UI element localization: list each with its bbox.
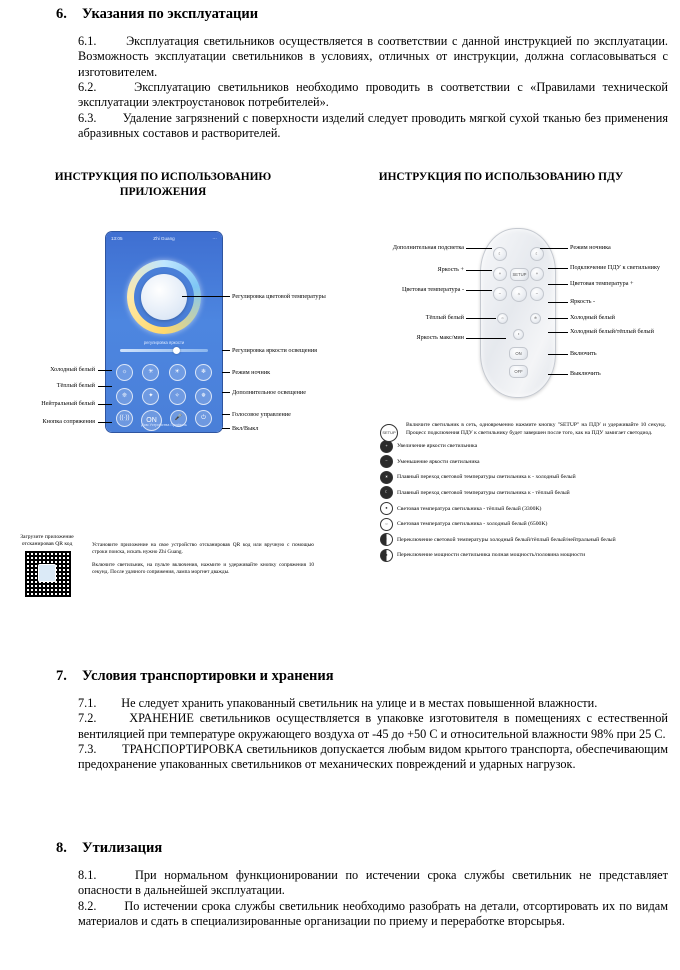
legend-item-label: Увеличение яркости светильника bbox=[397, 443, 478, 450]
warm-white-icon: ● bbox=[380, 502, 393, 515]
app-label-extra-light: Дополнительное освещение bbox=[232, 389, 306, 396]
power-switch-icon: ◑ bbox=[380, 549, 393, 562]
rc-label-extra-light: Дополнительная подсветка bbox=[392, 244, 464, 251]
phone-status-menu-icon: ⋯ bbox=[212, 236, 217, 241]
qr-code-center-logo bbox=[38, 564, 56, 582]
rc-label-cool-white: Холодный белый bbox=[570, 314, 615, 321]
rc-label-cool-warm: Холодный белый/тёплый белый bbox=[570, 328, 654, 335]
phone-status-bar bbox=[106, 236, 222, 241]
section-6-number: 6. bbox=[56, 6, 67, 22]
leader-line-app-3 bbox=[222, 372, 230, 373]
remote-button-off[interactable]: OFF bbox=[509, 365, 528, 378]
ct-cool-icon: ☀ bbox=[380, 471, 393, 484]
leader-line-rc-2 bbox=[466, 270, 492, 271]
leader-line-rc-3 bbox=[466, 290, 492, 291]
paragraph-6-2-number: 6.2. bbox=[78, 80, 97, 95]
leader-line-app-9 bbox=[98, 404, 112, 405]
app-icon-warm-white[interactable]: ✳ bbox=[142, 364, 159, 381]
app-label-cool-white: Холодный белый bbox=[50, 366, 95, 373]
legend-item bbox=[380, 549, 666, 562]
qr-instruction-1: Установите приложение на свое устройство отсканировав QR код или вручную с помощью строки поиска, искать нужно Zhi Guang. bbox=[92, 542, 314, 556]
paragraph-6-3 bbox=[56, 111, 668, 142]
legend-item-label: Уменьшение яркости светильника bbox=[397, 458, 480, 465]
leader-line-rc-13 bbox=[548, 374, 568, 375]
paragraph-8-1 bbox=[56, 868, 668, 899]
remote-button-brightness-up[interactable]: + bbox=[493, 267, 507, 281]
paragraph-6-2-text: Эксплуатацию светильников необходимо проводить в соответствии с «Правилами технической эксплуатации электроустановок потребителей». bbox=[78, 80, 668, 110]
ct-warm-icon: ☾ bbox=[380, 486, 393, 499]
app-phone-mockup bbox=[106, 232, 222, 432]
leader-line-app-2 bbox=[222, 350, 230, 351]
paragraph-7-1-text: Не следует хранить упакованный светильник на улице и в местах повышенной влажности. bbox=[121, 696, 598, 710]
section-7-heading bbox=[56, 668, 668, 685]
section-6 bbox=[56, 6, 668, 142]
leader-line-app-8 bbox=[98, 386, 112, 387]
paragraph-8-1-number: 8.1. bbox=[78, 868, 97, 882]
app-label-power: Вкл/Выкл bbox=[232, 425, 259, 432]
app-label-neutral-white: Нейтральный белый bbox=[41, 400, 95, 407]
paragraph-7-3-number: 7.3. bbox=[78, 742, 97, 757]
rc-label-ct-plus: Цветовая температура + bbox=[570, 280, 634, 287]
rc-label-max-min: Яркость макс/мин bbox=[416, 334, 464, 341]
legend-item bbox=[380, 533, 666, 546]
app-icon-on-off[interactable]: ⏻ bbox=[195, 410, 212, 427]
remote-button-ct-minus[interactable]: − bbox=[493, 287, 507, 301]
section-8-title: Утилизация bbox=[82, 840, 163, 856]
app-icon-night-mode[interactable]: ☀ bbox=[169, 364, 186, 381]
remote-legend bbox=[380, 422, 666, 562]
phone-app-name: Zhi Guang bbox=[153, 236, 175, 241]
leader-line-rc-12 bbox=[548, 354, 568, 355]
paragraph-7-1 bbox=[56, 696, 668, 711]
remote-button-brightness-down[interactable]: − bbox=[530, 287, 544, 301]
section-7 bbox=[56, 668, 668, 773]
legend-item bbox=[380, 471, 666, 484]
qr-instructions bbox=[92, 542, 314, 581]
paragraph-7-1-number: 7.1. bbox=[78, 696, 97, 710]
phone-status-time: 13:05 bbox=[111, 236, 123, 241]
app-icon-extra-light[interactable]: ❄ bbox=[195, 364, 212, 381]
brightness-slider-caption: регулировка яркости bbox=[143, 340, 185, 345]
leader-line-rc-10 bbox=[548, 318, 568, 319]
leader-line-rc-9 bbox=[548, 302, 568, 303]
leader-line-rc-4 bbox=[466, 318, 496, 319]
app-instruction-title: ИНСТРУКЦИЯ ПО ИСПОЛЬЗОВАНИЮ ПРИЛОЖЕНИЯ bbox=[54, 171, 272, 198]
remote-button-ct-plus[interactable]: + bbox=[530, 267, 544, 281]
app-label-pairing-button: Кнопка сопряжения bbox=[42, 418, 95, 425]
leader-line-rc-6 bbox=[540, 248, 568, 249]
paragraph-7-3 bbox=[56, 742, 668, 773]
qr-caption: Загрузите приложение отсканировав QR код bbox=[20, 534, 74, 547]
app-icon-cool-white[interactable]: ☼ bbox=[116, 364, 133, 381]
rc-label-brightness-down: Яркость - bbox=[570, 298, 596, 305]
section-7-number: 7. bbox=[56, 668, 67, 684]
app-icon-row-2 bbox=[116, 388, 212, 405]
rc-label-brightness-up: Яркость + bbox=[437, 266, 464, 273]
leader-line-app-10 bbox=[98, 422, 112, 423]
paragraph-7-3-text: ТРАНСПОРТИРОВКА светильников допускается любым видом крытого транспорта, обеспечивающим предохранение упакованных светильников от механических повреждений и ударных нагрузок. bbox=[78, 742, 668, 772]
paragraph-6-1 bbox=[56, 34, 668, 80]
remote-control-body bbox=[480, 228, 556, 398]
section-8 bbox=[56, 840, 668, 929]
remote-button-center[interactable]: ☼ bbox=[511, 286, 527, 302]
legend-item-label: Переключение мощности светильника полная мощность/половина мощности bbox=[397, 552, 586, 559]
dial-knob[interactable] bbox=[141, 274, 187, 320]
leader-line-app-7 bbox=[98, 370, 112, 371]
section-6-title: Указания по эксплуатации bbox=[82, 6, 259, 22]
paragraph-6-1-text: Эксплуатация светильников осуществляется в соответствии с данной инструкцией по эксплуатации. Возможность эксплуатации светильников в условиях, отличных от инструкции, должна согласовываться с изготовителем. bbox=[78, 34, 668, 79]
app-label-color-temperature: Регулировка цветовой температуры bbox=[232, 293, 326, 300]
paragraph-7-2 bbox=[56, 711, 668, 742]
remote-button-extra-light[interactable]: ☾ bbox=[493, 247, 507, 261]
section-6-heading bbox=[56, 6, 668, 23]
app-icon-scene-4[interactable]: ✵ bbox=[195, 388, 212, 405]
remote-button-setup[interactable]: SETUP bbox=[510, 268, 529, 281]
app-icon-row-1 bbox=[116, 364, 212, 381]
legend-item-label: Световая температура светильника - холодный белый (6500K) bbox=[397, 521, 548, 528]
paragraph-8-2 bbox=[56, 899, 668, 930]
legend-item bbox=[380, 486, 666, 499]
qr-instruction-2: Включите светильник, на пульте включения, нажмите и удерживайте кнопку сопряжения 10 секунд. После удачного сопряжения, лампа моргнет дважды. bbox=[92, 561, 314, 575]
section-8-heading bbox=[56, 840, 668, 857]
app-label-warm-white: Тёплый белый bbox=[56, 382, 95, 389]
remote-button-warm-white[interactable]: ☼ bbox=[497, 313, 508, 324]
rc-label-night-mode: Режим ночника bbox=[570, 244, 611, 251]
rc-label-pairing: Подключение ПДУ к светильнику bbox=[570, 264, 660, 271]
paragraph-7-2-number: 7.2. bbox=[78, 711, 97, 726]
leader-line-rc-8 bbox=[548, 284, 568, 285]
legend-item bbox=[380, 502, 666, 515]
app-label-brightness: Регулировка яркости освещения bbox=[232, 347, 317, 354]
brightness-up-icon: + bbox=[380, 440, 393, 453]
leader-line-app-6 bbox=[222, 428, 230, 429]
rc-label-ct-minus: Цветовая температура - bbox=[401, 286, 464, 293]
legend-item bbox=[380, 440, 666, 453]
remote-button-max-min[interactable]: ◑ bbox=[513, 329, 524, 340]
paragraph-6-2 bbox=[56, 80, 668, 111]
rc-label-power-on: Включить bbox=[570, 350, 597, 357]
app-icon-scene-1[interactable]: ❊ bbox=[116, 388, 133, 405]
section-7-title: Условия транспортировки и хранения bbox=[82, 668, 334, 684]
legend-item-label: Плавный переход световой температуры светильника к - холодный белый bbox=[397, 474, 576, 481]
remote-button-cool-white[interactable]: ❄ bbox=[530, 313, 541, 324]
paragraph-8-2-text: По истечении срока службы светильник необходимо разобрать на детали, отсортировать их по видам материалов и сдать в специализированные организации по приему и переработке вторсырья. bbox=[78, 898, 668, 929]
app-icon-power-center[interactable]: ON bbox=[141, 410, 162, 431]
brightness-down-icon: − bbox=[380, 455, 393, 468]
legend-note-text: Включите светильник в сеть, одновременно нажмите кнопку "SETUP" на ПДУ и удерживайте 10 секунд. Процесс подключения ПДУ к светильнику будет завершен после того, как на ПДУ замигает светодиод. bbox=[406, 422, 666, 436]
paragraph-6-3-number: 6.3. bbox=[78, 110, 97, 125]
app-icon-scene-3[interactable]: ✧ bbox=[169, 388, 186, 405]
color-temperature-dial[interactable] bbox=[127, 260, 201, 334]
phone-tab-bar[interactable]: Дом Устройства Профиль bbox=[141, 423, 187, 427]
leader-line-rc-11 bbox=[548, 332, 568, 333]
legend-item bbox=[380, 455, 666, 468]
paragraph-8-2-number: 8.2. bbox=[78, 898, 97, 913]
brightness-slider[interactable] bbox=[120, 349, 208, 352]
app-icon-scene-2[interactable]: ✦ bbox=[142, 388, 159, 405]
legend-item-label: Плавный переход световой температуры светильника к - тёплый белый bbox=[397, 489, 570, 496]
ct-switch-icon: ◐ bbox=[380, 533, 393, 546]
setup-icon: SETUP bbox=[380, 424, 398, 442]
leader-line-app-1 bbox=[182, 296, 230, 297]
paragraph-8-1-text: При нормальном функционировании по истечении срока службы светильник не представляет опасности в дальнейшей эксплуатации. bbox=[78, 868, 668, 898]
paragraph-6-1-number: 6.1. bbox=[78, 34, 97, 48]
leader-line-rc-1 bbox=[466, 248, 492, 249]
leader-line-app-4 bbox=[222, 392, 230, 393]
remote-instruction-title: ИНСТРУКЦИЯ ПО ИСПОЛЬЗОВАНИЮ ПДУ bbox=[378, 171, 624, 183]
app-label-voice-control: Голосовое управление bbox=[232, 411, 291, 418]
remote-button-on[interactable]: ON bbox=[509, 347, 528, 360]
legend-item-label: Переключение световой температуры холодный белый/тёплый белый/нейтральный белый bbox=[397, 536, 616, 543]
app-icon-voice-control[interactable]: 🎤 bbox=[170, 410, 187, 427]
legend-item-label: Световая температура светильника - тёплый белый (3300K) bbox=[397, 505, 542, 512]
rc-label-warm-white: Тёплый белый bbox=[425, 314, 464, 321]
legend-item bbox=[380, 518, 666, 531]
paragraph-7-2-text: ХРАНЕНИЕ светильников осуществляется в упаковке изготовителя в помещениях с естественной вентиляцией при температуре окружающего воздуха от -45 до +50 С и относительной влажности 98% при 25 С. bbox=[78, 711, 668, 741]
app-icon-pairing-button[interactable]: ((·)) bbox=[116, 410, 133, 427]
paragraph-6-3-text: Удаление загрязнений с поверхности изделий следует проводить мягкой сухой тканью без применения абразивных составов и растворителей. bbox=[78, 110, 668, 141]
leader-line-rc-5 bbox=[466, 338, 506, 339]
app-icon-row-3 bbox=[116, 410, 212, 431]
remote-button-night-mode[interactable]: ☾ bbox=[530, 247, 544, 261]
leader-line-rc-7 bbox=[548, 268, 568, 269]
rc-label-power-off: Выключить bbox=[570, 370, 601, 377]
leader-line-app-5 bbox=[222, 414, 230, 415]
section-8-number: 8. bbox=[56, 840, 67, 856]
illustration-area bbox=[0, 160, 680, 640]
app-label-night-mode: Режим ночник bbox=[232, 369, 271, 376]
cool-white-icon: ○ bbox=[380, 518, 393, 531]
